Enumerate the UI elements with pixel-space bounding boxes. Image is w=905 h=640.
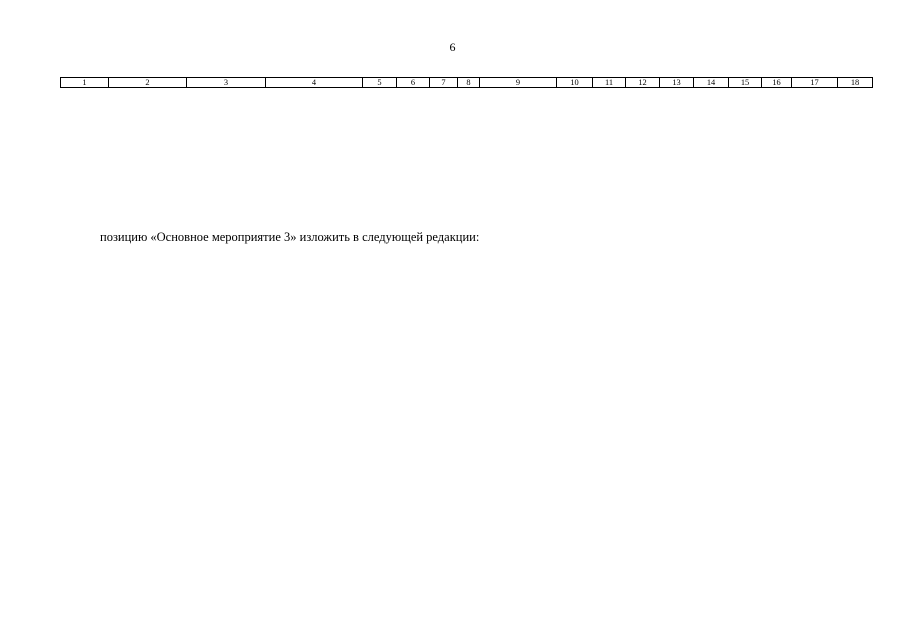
column-number: 8 [458, 78, 480, 88]
column-number: 16 [762, 78, 792, 88]
column-number: 2 [109, 78, 187, 88]
column-number: 4 [266, 78, 363, 88]
column-number: 9 [480, 78, 557, 88]
column-number: 11 [593, 78, 626, 88]
column-number: 10 [557, 78, 593, 88]
column-number: 18 [838, 78, 873, 88]
column-number: 13 [660, 78, 694, 88]
page-number: 6 [449, 40, 456, 54]
column-number: 15 [729, 78, 762, 88]
column-number-row [61, 78, 873, 88]
instruction-text: позицию «Основное мероприятие 3» изложить в следующей редакции: [100, 230, 480, 244]
column-number: 12 [626, 78, 660, 88]
program-table [60, 77, 873, 88]
column-number: 3 [187, 78, 266, 88]
column-number: 14 [694, 78, 729, 88]
column-number: 1 [61, 78, 109, 88]
column-number: 5 [363, 78, 397, 88]
column-number: 6 [397, 78, 430, 88]
column-number: 7 [430, 78, 458, 88]
column-number: 17 [792, 78, 838, 88]
